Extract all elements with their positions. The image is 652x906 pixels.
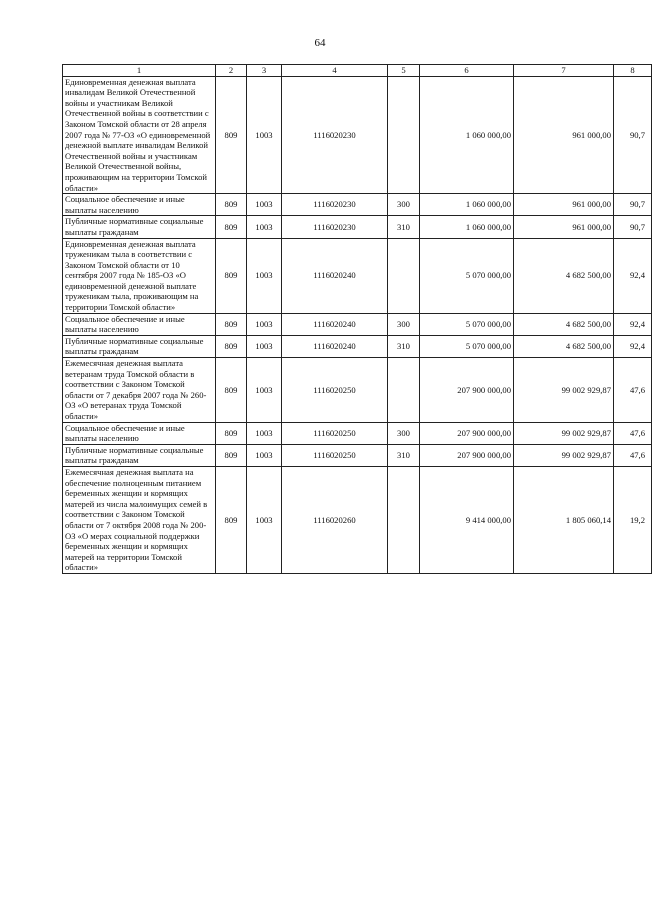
item-name: Социальное обеспечение и иные выплаты населению xyxy=(63,194,216,216)
planned-amount: 5 070 000,00 xyxy=(420,238,514,313)
column-header: 7 xyxy=(514,65,614,77)
section-code: 1003 xyxy=(247,194,282,216)
item-name: Публичные нормативные социальные выплаты гражданам xyxy=(63,335,216,357)
item-name: Ежемесячная денежная выплата ветеранам труда Томской области в соответствии с Законом Томской области от 7 декабря 2007 года № 260-ОЗ «О ветеранах труда Томской области» xyxy=(63,358,216,423)
target-code: 1116020230 xyxy=(282,76,388,194)
table-row xyxy=(63,194,652,216)
actual-amount: 99 002 929,87 xyxy=(514,422,614,444)
execution-percent: 92,4 xyxy=(614,238,652,313)
section-code: 1003 xyxy=(247,335,282,357)
actual-amount: 99 002 929,87 xyxy=(514,358,614,423)
target-code: 1116020230 xyxy=(282,194,388,216)
admin-code: 809 xyxy=(216,313,247,335)
item-name: Единовременная денежная выплата инвалидам Великой Отечественной войны и участникам Великой Отечественной войны в соответствии с Законом Томской области от 28 апреля 2007 года № 77-ОЗ «О единовременной денежной выплате инвалидам Великой Отечественной войны и участникам Великой Отечественной войны, проживающим на территории Томской области» xyxy=(63,76,216,194)
planned-amount: 9 414 000,00 xyxy=(420,466,514,573)
admin-code: 809 xyxy=(216,466,247,573)
column-header: 2 xyxy=(216,65,247,77)
item-name: Публичные нормативные социальные выплаты гражданам xyxy=(63,444,216,466)
target-code: 1116020250 xyxy=(282,422,388,444)
planned-amount: 207 900 000,00 xyxy=(420,444,514,466)
planned-amount: 1 060 000,00 xyxy=(420,76,514,194)
admin-code: 809 xyxy=(216,444,247,466)
planned-amount: 207 900 000,00 xyxy=(420,358,514,423)
budget-table xyxy=(62,64,652,574)
planned-amount: 1 060 000,00 xyxy=(420,216,514,238)
admin-code: 809 xyxy=(216,216,247,238)
admin-code: 809 xyxy=(216,76,247,194)
column-header: 8 xyxy=(614,65,652,77)
execution-percent: 47,6 xyxy=(614,358,652,423)
expense-type-code: 310 xyxy=(388,335,420,357)
planned-amount: 1 060 000,00 xyxy=(420,194,514,216)
table-row xyxy=(63,216,652,238)
expense-type-code: 310 xyxy=(388,444,420,466)
item-name: Социальное обеспечение и иные выплаты населению xyxy=(63,422,216,444)
actual-amount: 4 682 500,00 xyxy=(514,313,614,335)
execution-percent: 47,6 xyxy=(614,422,652,444)
admin-code: 809 xyxy=(216,335,247,357)
item-name: Единовременная денежная выплата труженикам тыла в соответствии с Законом Томской области от 10 сентября 2007 года № 185-ОЗ «О единовременной денежной выплате труженикам тыла, проживающим на территории Томской области» xyxy=(63,238,216,313)
page-number: 64 xyxy=(314,37,326,49)
expense-type-code xyxy=(388,358,420,423)
expense-type-code: 310 xyxy=(388,216,420,238)
column-header: 1 xyxy=(63,65,216,77)
execution-percent: 92,4 xyxy=(614,335,652,357)
header-row xyxy=(63,65,652,77)
admin-code: 809 xyxy=(216,194,247,216)
section-code: 1003 xyxy=(247,238,282,313)
execution-percent: 90,7 xyxy=(614,216,652,238)
table-row xyxy=(63,335,652,357)
expense-type-code: 300 xyxy=(388,194,420,216)
actual-amount: 961 000,00 xyxy=(514,76,614,194)
actual-amount: 4 682 500,00 xyxy=(514,238,614,313)
expense-type-code xyxy=(388,466,420,573)
execution-percent: 19,2 xyxy=(614,466,652,573)
table-row xyxy=(63,76,652,194)
table-row xyxy=(63,358,652,423)
target-code: 1116020250 xyxy=(282,444,388,466)
execution-percent: 47,6 xyxy=(614,444,652,466)
section-code: 1003 xyxy=(247,444,282,466)
section-code: 1003 xyxy=(247,216,282,238)
table-row xyxy=(63,444,652,466)
item-name: Ежемесячная денежная выплата на обеспечение полноценным питанием беременных женщин и кормящих матерей из числа малоимущих семей в соответствии с Законом Томской области от 7 октября 2008 года № 200-ОЗ «О мерах социальной поддержки беременных женщин и кормящих матерей на территории Томской области» xyxy=(63,466,216,573)
admin-code: 809 xyxy=(216,238,247,313)
expense-type-code: 300 xyxy=(388,313,420,335)
section-code: 1003 xyxy=(247,313,282,335)
column-header: 4 xyxy=(282,65,388,77)
section-code: 1003 xyxy=(247,358,282,423)
column-header: 3 xyxy=(247,65,282,77)
actual-amount: 961 000,00 xyxy=(514,216,614,238)
target-code: 1116020230 xyxy=(282,216,388,238)
target-code: 1116020240 xyxy=(282,313,388,335)
admin-code: 809 xyxy=(216,358,247,423)
admin-code: 809 xyxy=(216,422,247,444)
planned-amount: 5 070 000,00 xyxy=(420,313,514,335)
column-header: 6 xyxy=(420,65,514,77)
table-row xyxy=(63,466,652,573)
execution-percent: 90,7 xyxy=(614,76,652,194)
planned-amount: 5 070 000,00 xyxy=(420,335,514,357)
expense-type-code xyxy=(388,76,420,194)
section-code: 1003 xyxy=(247,76,282,194)
target-code: 1116020260 xyxy=(282,466,388,573)
item-name: Социальное обеспечение и иные выплаты населению xyxy=(63,313,216,335)
target-code: 1116020240 xyxy=(282,238,388,313)
execution-percent: 92,4 xyxy=(614,313,652,335)
table-row xyxy=(63,422,652,444)
expense-type-code xyxy=(388,238,420,313)
planned-amount: 207 900 000,00 xyxy=(420,422,514,444)
section-code: 1003 xyxy=(247,466,282,573)
actual-amount: 99 002 929,87 xyxy=(514,444,614,466)
section-code: 1003 xyxy=(247,422,282,444)
table-row xyxy=(63,313,652,335)
execution-percent: 90,7 xyxy=(614,194,652,216)
actual-amount: 4 682 500,00 xyxy=(514,335,614,357)
expense-type-code: 300 xyxy=(388,422,420,444)
item-name: Публичные нормативные социальные выплаты гражданам xyxy=(63,216,216,238)
actual-amount: 1 805 060,14 xyxy=(514,466,614,573)
target-code: 1116020250 xyxy=(282,358,388,423)
actual-amount: 961 000,00 xyxy=(514,194,614,216)
table-row xyxy=(63,238,652,313)
column-header: 5 xyxy=(388,65,420,77)
target-code: 1116020240 xyxy=(282,335,388,357)
